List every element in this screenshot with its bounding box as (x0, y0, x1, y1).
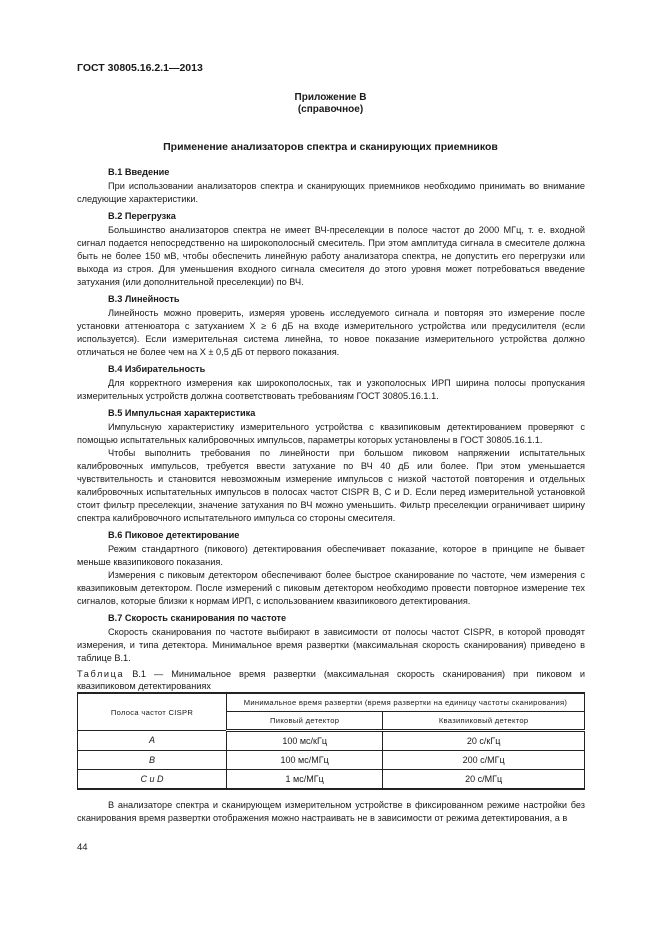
section-heading: В.6 Пиковое детектирование (108, 530, 240, 540)
document-body (77, 165, 585, 825)
column-header-band: Полоса частот CISPR (78, 693, 227, 731)
cell-quasi-peak: 20 с/МГц (383, 770, 585, 790)
table-row (78, 770, 585, 790)
paragraph: Линейность можно проверить, измеряя уровень исследуемого сигнала и повторяя это измерение после установки аттенюатора с затуханием X ≥ 6 дБ на входе измерительного устройства или предусилителя (если используется). Если измерительная система линейна, то новое показание измерительного устройства должно отличаться не более чем на X ± 0,5 дБ от первого показания. (77, 308, 585, 357)
table-row (78, 731, 585, 751)
section-peak-detection (77, 528, 585, 608)
section-linearity (77, 292, 585, 359)
section-heading: В.1 Введение (108, 167, 170, 177)
standard-code: ГОСТ 30805.16.2.1—2013 (77, 62, 203, 74)
appendix-title: Приложение В (294, 92, 367, 103)
section-heading: В.5 Импульсная характеристика (108, 408, 256, 418)
appendix-main-title: Применение анализаторов спектра и сканирующих приемников (163, 141, 498, 153)
section-impulse-response (77, 406, 585, 525)
cell-peak: 100 мс/кГц (227, 731, 383, 751)
cell-quasi-peak: 200 с/МГц (383, 751, 585, 770)
cell-peak: 1 мс/МГц (227, 770, 383, 790)
section-heading: В.2 Перегрузка (108, 211, 176, 221)
cell-peak: 100 мс/МГц (227, 751, 383, 770)
table-caption (77, 668, 585, 692)
paragraph: Для корректного измерения как широкополосных, так и узкополосных ИРП ширина полосы пропускания измерительных устройств должна соответствовать требованиям ГОСТ 30805.16.1.1. (77, 378, 585, 401)
column-header-group: Минимальное время развертки (время развертки на единицу частоты сканирования) (227, 693, 585, 712)
section-overload (77, 209, 585, 289)
paragraph: Скорость сканирования по частоте выбирают в зависимости от полосы частот CISPR, в которой проводят измерения, и типа детектора. Минимальное время развертки (максимальная скорость сканирования) приведено в таблице В.1. (77, 627, 585, 663)
section-heading: В.4 Избирательность (108, 364, 206, 374)
table-caption-text: В.1 — Минимальное время развертки (максимальная скорость сканирования) при пиковом и квазипиковом детектированиях (77, 669, 585, 691)
paragraph: При использовании анализаторов спектра и сканирующих приемников необходимо принимать во внимание следующие характеристики. (77, 181, 585, 204)
section-heading: В.3 Линейность (108, 294, 180, 304)
paragraph: Измерения с пиковым детектором обеспечивают более быстрое сканирование по частоте, чем измерения с квазипиковым детектором. После измерений с пиковым детектором необходимо провести повторное измерение тех сигналов, которые близки к нормам ИРП, с использованием квазипикового детектирования. (77, 570, 585, 606)
cell-band: A (78, 731, 227, 751)
section-selectivity (77, 362, 585, 403)
page-number: 44 (77, 842, 88, 853)
paragraph: Импульсную характеристику измерительного устройства с квазипиковым детектированием проверяют с помощью испытательных калибровочных импульсов, параметры которых установлены в ГОСТ 30805.16.1.1. (77, 422, 585, 445)
cell-band: B (78, 751, 227, 770)
table-row (78, 751, 585, 770)
cell-quasi-peak: 20 с/кГц (383, 731, 585, 751)
section-scan-rate (77, 611, 585, 665)
table-caption-prefix: Таблица (77, 669, 125, 679)
appendix-note: (справочное) (297, 104, 364, 115)
paragraph: Большинство анализаторов спектра не имеет ВЧ-преселекции в полосе частот до 2000 МГц, т. е. входной сигнал подается непосредственно на широкополосный смеситель. При этом амплитуда сигнала в смесителе должна быть не более 150 мВ, чтобы обеспечить линейную работу анализатора спектра, не допустить его перегрузки или выхода из строя. Для уменьшения входного сигнала смесителя до этого уровня может потребоваться введение затухания (или дополнительной преселекции) по ВЧ. (77, 225, 585, 287)
column-header-quasi-peak: Квазипиковый детектор (383, 712, 585, 731)
column-header-peak: Пиковый детектор (227, 712, 383, 731)
paragraph: Чтобы выполнить требования по линейности при большом пиковом напряжении испытательных калибровочных импульсов, требуется ввести затухание по ВЧ 40 дБ или более. При этом уменьшается чувствительность и становится невозможным измерение импульсов с низкой частотой повторения и отдельных калибровочных испытательных импульсов в полосах частот CISPR В, С и D. Если перед измерительной установкой стоит фильтр преселекции, значение затухания по ВЧ можно уменьшить. Фильтр преселекции ограничивает ширину спектра калибровочного испытательного импульса со стороны смесителя. (77, 448, 585, 523)
paragraph-after-table: В анализаторе спектра и сканирующем измерительном устройстве в фиксированном режиме настройки без сканирования время развертки отображения можно настраивать не в зависимости от режима детектирования, а в (77, 800, 585, 823)
section-heading: В.7 Скорость сканирования по частоте (108, 613, 287, 623)
section-introduction (77, 165, 585, 206)
sweep-time-table (77, 692, 585, 790)
cell-band: C и D (78, 770, 227, 790)
paragraph: Режим стандартного (пикового) детектирования обеспечивает показание, которое в принципе не бывает меньше квазипикового показания. (77, 544, 585, 567)
